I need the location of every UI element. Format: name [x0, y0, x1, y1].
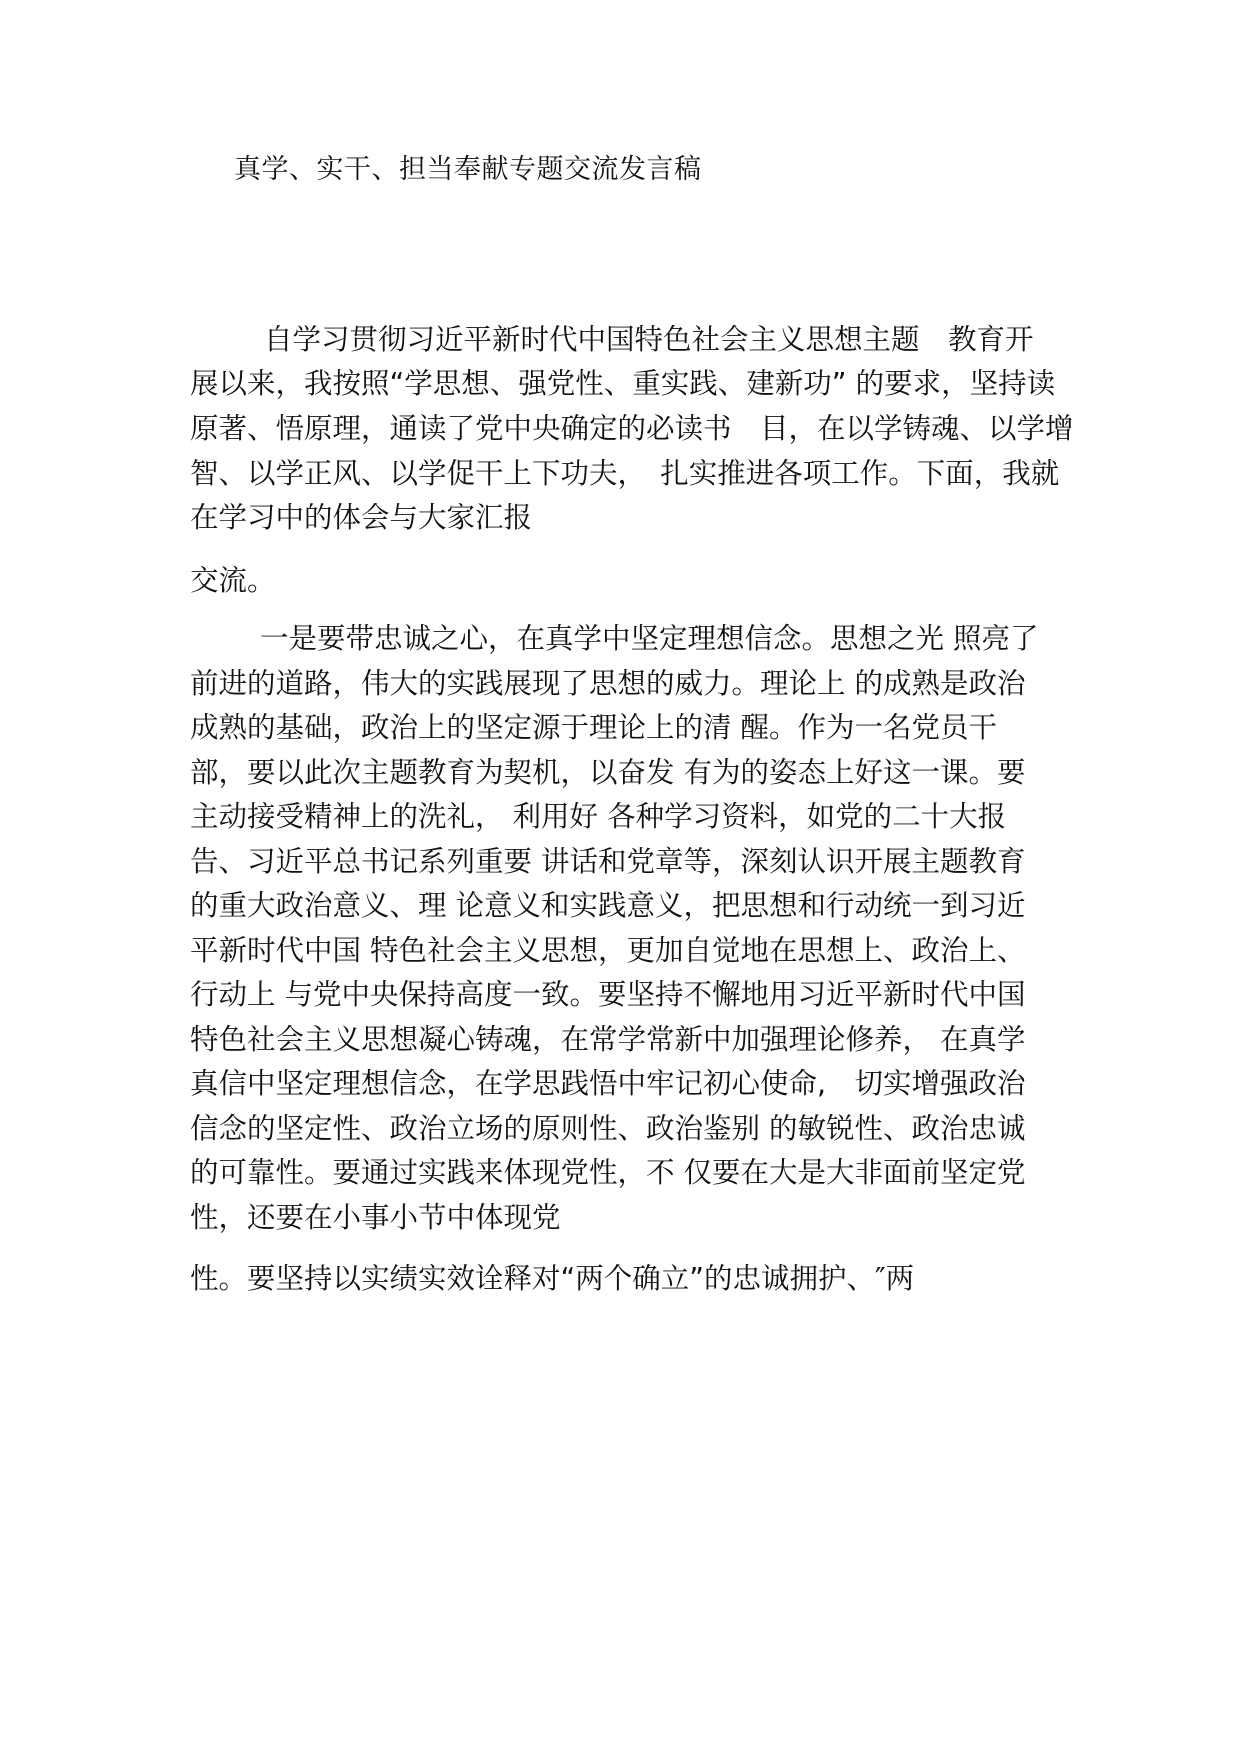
- paragraph-line: 智、以学正风、以学促干上下功夫， 扎实推进各项工作。下面，我就: [190, 457, 1060, 490]
- paragraph-line: 自学习贯彻习近平新时代中国特色社会主义思想主题 教育开: [264, 323, 1034, 356]
- paragraph-line: 原著、悟原理，通读了党中央确定的必读书 目，在以学铸魂、以学增: [190, 412, 1074, 445]
- paragraph-line: 真信中坚定理想信念，在学思践悟中牢记初心使命, 切实增强政治: [190, 1067, 1026, 1100]
- paragraph-line: 在学习中的体会与大家汇报: [190, 501, 533, 534]
- paragraph-line: 前进的道路，伟大的实践展现了思想的威力。理论上 的成熟是政治: [190, 667, 1026, 700]
- paragraph-line: 一是要带忠诚之心，在真学中坚定理想信念。思想之光 照亮了: [260, 622, 1039, 655]
- paragraph-line: 成熟的基础，政治上的坚定源于理论上的清 醒。作为一名党员干: [190, 711, 998, 744]
- paragraph-line: 的重大政治意义、理 论意义和实践意义，把思想和行动统一到习近: [190, 889, 1026, 922]
- paragraph-line: 交流。: [190, 564, 276, 597]
- paragraph-line: 行动上 与党中央保持高度一致。要坚持不懈地用习近平新时代中国: [190, 978, 1026, 1011]
- paragraph-line: 展以来，我按照“学思想、强党性、重实践、建新功” 的要求，坚持读: [190, 367, 1056, 400]
- document-title: 真学、实干、担当奉献专题交流发言稿: [234, 154, 702, 185]
- paragraph-line: 告、习近平总书记系列重要 讲话和党章等，深刻认识开展主题教育: [190, 845, 1026, 878]
- paragraph-line: 平新时代中国 特色社会主义思想，更加自觉地在思想上、政治上、: [190, 934, 1026, 967]
- paragraph-line: 性。要坚持以实绩实效诠释对“两个确立”的忠诚拥护、″两: [190, 1262, 915, 1295]
- paragraph-line: 主动接受精神上的洗礼， 利用好 各种学习资料，如党的二十大报: [190, 800, 1007, 833]
- paragraph-line: 性，还要在小事小节中体现党: [190, 1201, 561, 1234]
- paragraph-line: 特色社会主义思想凝心铸魂，在常学常新中加强理论修养， 在真学: [190, 1023, 1026, 1056]
- paragraph-line: 信念的坚定性、政治立场的原则性、政治鉴别 的敏锐性、政治忠诚: [190, 1112, 1026, 1145]
- paragraph-line: 部，要以此次主题教育为契机，以奋发 有为的姿态上好这一课。要: [190, 756, 1026, 789]
- paragraph-line: 的可靠性。要通过实践来体现党性，不 仅要在大是大非面前坚定党: [190, 1156, 1026, 1189]
